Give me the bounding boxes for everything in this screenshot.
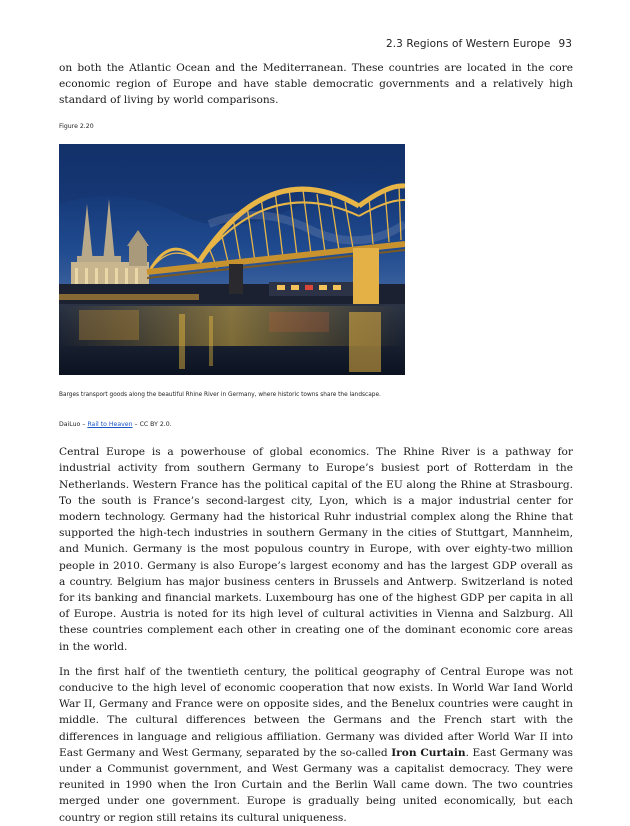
bold-term: Iron Curtain [391,746,466,759]
intro-paragraph: on both the Atlantic Ocean and the Mediterranean. These countries are located in the core economic region of Europe and have stable democratic governments and a relatively high standard of living by world comparisons. [59,62,573,107]
figure-caption: Barges transport goods along the beautiful Rhine River in Germany, where historic towns share the landscape. [59,391,381,398]
credit-license: CC BY 2.0. [139,421,172,429]
credit-separator: – [80,421,88,429]
page-number: 93 [558,38,572,50]
photo-cologne-cathedral-bridge-icon [59,144,405,375]
figure-credit [59,417,573,433]
credit-author: DaiLuo [59,421,81,429]
body-paragraph-2 [59,664,573,826]
figure-photo [59,144,405,375]
paragraph-text: In the first half of the twentieth century, the political geography of Central Europe was not conducive to the high level of economic cooperation that now exists. In World War Iand World War II, Germany and France were on opposite sides, and the Benelux countries were caught in middle. The cultural differences between the Germans and the French start with the differences in language and religious affiliation. Germany was divided after World War II into East Germany and West Germany, separated by the so-called [59,665,573,759]
paragraph-text: . East Germany was under a Communist government, and West Germany was a capitalist democracy. They were reunited in 1990 when the Iron Curtain and the Berlin Wall came down. The two countries merged under one government. Europe is gradually being united economically, but each country or region still retains its cultural uniqueness. [59,746,573,824]
body-paragraph-1: Central Europe is a powerhouse of global economics. The Rhine River is a pathway for industrial activity from southern Germany to Europe’s busiest port of Rotterdam in the Netherlands. Western France has the political capital of the EU along the Rhine at Strasbourg. To the south is France’s second-largest city, Lyon, which is a major industrial center for modern technology. Germany had the historical Ruhr industrial complex along the Rhine that supported the high-tech industries in southern Germany in the cities of Stuttgart, Mannheim, and Munich. Germany is the most populous country in Europe, with over eighty-two million people in 2010. Germany is also Europe’s largest economy and has the largest GDP overall as a country. Belgium has major business centers in Brussels and Antwerp. Switzerland is noted for its banking and financial markets. Luxembourg has one of the highest GDP per capita in all of Europe. Austria is noted for its high level of cultural activities in Vienna and Salzburg. All these countries complement each other in creating one of the dominant economic core areas in the world. [59,446,573,653]
section-title: 2.3 Regions of Western Europe [385,38,551,50]
page-content [59,60,573,826]
figure-label: Figure 2.20 [59,122,94,130]
credit-link[interactable]: Rail to Heaven [87,421,133,429]
running-header [386,38,572,50]
credit-separator: – [132,421,140,429]
